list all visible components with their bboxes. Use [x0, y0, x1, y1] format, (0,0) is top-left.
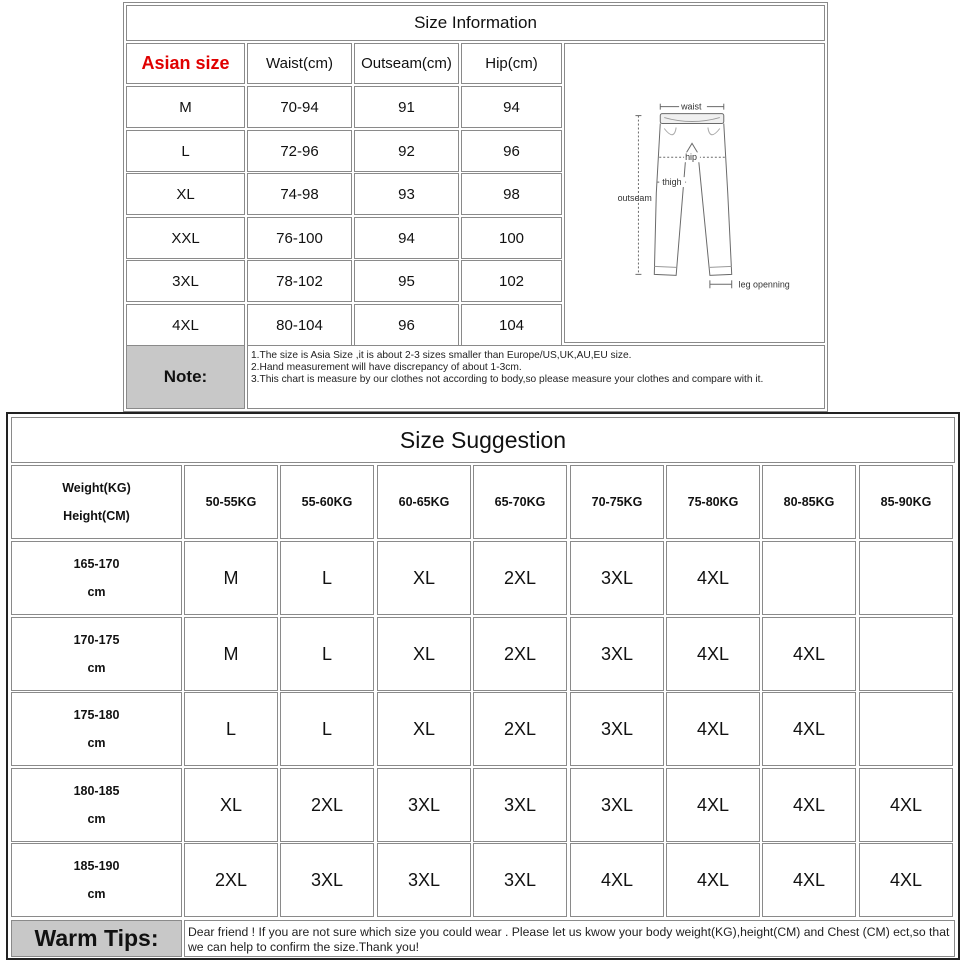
suggested-size-cell: L	[184, 692, 278, 766]
suggested-size-cell: 4XL	[666, 843, 760, 917]
weight-column-header: 80-85KG	[762, 465, 856, 539]
warm-tips-text: Dear friend ! If you are not sure which size you could wear . Please let us kwow your body weight(KG),height(CM) and Chest (CM) ect,so that we can help to confirm the size.Thank you!	[184, 920, 955, 957]
weight-column-header: 50-55KG	[184, 465, 278, 539]
height-row-header	[11, 692, 182, 766]
suggested-size-cell: 4XL	[762, 617, 856, 691]
waist-value: 80-104	[247, 304, 352, 346]
thigh-label: thigh	[662, 177, 682, 188]
weight-column-header: 60-65KG	[377, 465, 471, 539]
leg-opening-label: leg openning	[738, 279, 790, 290]
size-information-title: Size Information	[126, 5, 825, 41]
suggested-size-cell: 2XL	[473, 617, 567, 691]
suggested-size-cell: 4XL	[666, 768, 760, 842]
waist-header: Waist(cm)	[247, 43, 352, 84]
suggested-size-cell: 4XL	[859, 768, 953, 842]
suggested-size-cell: 4XL	[570, 843, 664, 917]
size-label: 4XL	[126, 304, 245, 346]
waist-value: 78-102	[247, 260, 352, 302]
suggested-size-cell: XL	[377, 692, 471, 766]
suggested-size-cell: 3XL	[570, 617, 664, 691]
size-information-panel	[123, 2, 828, 412]
weight-axis-label: Weight(KG)	[62, 481, 131, 495]
height-unit: cm	[87, 585, 106, 599]
outseam-value: 93	[354, 173, 459, 215]
waist-label: waist	[681, 101, 702, 112]
asian-size-header: Asian size	[126, 43, 245, 84]
suggested-size-cell: 2XL	[473, 541, 567, 615]
note-label: Note:	[126, 345, 245, 409]
hip-label: hip	[685, 152, 697, 163]
note-line-1: 1.The size is Asia Size ,it is about 2-3 sizes smaller than Europe/US,UK,AU,EU size.	[251, 350, 632, 361]
suggested-size-cell: 3XL	[377, 843, 471, 917]
suggested-size-cell: L	[280, 617, 374, 691]
hip-value: 94	[461, 86, 562, 128]
outseam-value: 95	[354, 260, 459, 302]
suggested-size-cell: 3XL	[473, 768, 567, 842]
suggested-size-cell: 4XL	[859, 843, 953, 917]
suggested-size-cell: 3XL	[377, 768, 471, 842]
hip-value: 96	[461, 130, 562, 172]
height-range: 175-180	[73, 708, 120, 722]
pants-diagram-icon	[565, 43, 824, 343]
outseam-value: 92	[354, 130, 459, 172]
weight-column-header: 70-75KG	[570, 465, 664, 539]
waist-value: 76-100	[247, 217, 352, 259]
suggested-size-cell: M	[184, 541, 278, 615]
hip-value: 102	[461, 260, 562, 302]
suggested-size-cell: 4XL	[666, 692, 760, 766]
suggested-size-cell: 3XL	[473, 843, 567, 917]
size-label: XXL	[126, 217, 245, 259]
height-axis-label: Height(CM)	[63, 509, 130, 523]
size-suggestion-title: Size Suggestion	[11, 417, 955, 463]
suggested-size-cell: 3XL	[570, 768, 664, 842]
height-row-header	[11, 843, 182, 917]
height-row-header	[11, 617, 182, 691]
outseam-value: 96	[354, 304, 459, 346]
suggested-size-cell: 3XL	[570, 541, 664, 615]
waist-value: 74-98	[247, 173, 352, 215]
suggested-size-cell: 2XL	[473, 692, 567, 766]
height-range: 180-185	[73, 784, 120, 798]
size-suggestion-panel	[6, 412, 960, 960]
hip-header: Hip(cm)	[461, 43, 562, 84]
size-label: XL	[126, 173, 245, 215]
hip-value: 104	[461, 304, 562, 346]
suggested-size-cell: L	[280, 692, 374, 766]
size-label: L	[126, 130, 245, 172]
suggested-size-cell: 4XL	[762, 843, 856, 917]
suggested-size-cell: 4XL	[666, 617, 760, 691]
weight-column-header: 85-90KG	[859, 465, 953, 539]
outseam-label: outseam	[617, 192, 652, 203]
height-row-header	[11, 768, 182, 842]
suggested-size-cell: 2XL	[184, 843, 278, 917]
note-line-2: 2.Hand measurement will have discrepancy of about 1-3cm.	[251, 361, 522, 373]
suggested-size-cell: L	[280, 541, 374, 615]
height-range: 165-170	[73, 557, 120, 571]
suggested-size-cell	[859, 617, 953, 691]
height-range: 170-175	[73, 633, 120, 647]
hip-value: 100	[461, 217, 562, 259]
suggested-size-cell: XL	[377, 617, 471, 691]
suggested-size-cell: M	[184, 617, 278, 691]
suggested-size-cell: XL	[184, 768, 278, 842]
suggested-size-cell: 3XL	[280, 843, 374, 917]
outseam-value: 94	[354, 217, 459, 259]
size-label: M	[126, 86, 245, 128]
pants-measurement-diagram	[564, 43, 825, 343]
height-unit: cm	[87, 887, 106, 901]
size-label: 3XL	[126, 260, 245, 302]
weight-column-header: 75-80KG	[666, 465, 760, 539]
suggested-size-cell	[762, 541, 856, 615]
note-line-3: 3.This chart is measure by our clothes not according to body,so please measure your clothes and compare with it.	[251, 373, 764, 385]
outseam-value: 91	[354, 86, 459, 128]
height-unit: cm	[87, 812, 106, 826]
height-unit: cm	[87, 661, 106, 675]
waist-value: 72-96	[247, 130, 352, 172]
height-unit: cm	[87, 736, 106, 750]
note-text	[247, 345, 825, 409]
weight-height-header	[11, 465, 182, 539]
hip-value: 98	[461, 173, 562, 215]
warm-tips-label: Warm Tips:	[11, 920, 182, 957]
suggested-size-cell: 4XL	[666, 541, 760, 615]
suggested-size-cell	[859, 692, 953, 766]
outseam-header: Outseam(cm)	[354, 43, 459, 84]
waist-value: 70-94	[247, 86, 352, 128]
suggested-size-cell: 3XL	[570, 692, 664, 766]
height-row-header	[11, 541, 182, 615]
suggested-size-cell	[859, 541, 953, 615]
weight-column-header: 65-70KG	[473, 465, 567, 539]
weight-column-header: 55-60KG	[280, 465, 374, 539]
suggested-size-cell: 4XL	[762, 692, 856, 766]
suggested-size-cell: XL	[377, 541, 471, 615]
suggested-size-cell: 2XL	[280, 768, 374, 842]
suggested-size-cell: 4XL	[762, 768, 856, 842]
height-range: 185-190	[73, 859, 120, 873]
